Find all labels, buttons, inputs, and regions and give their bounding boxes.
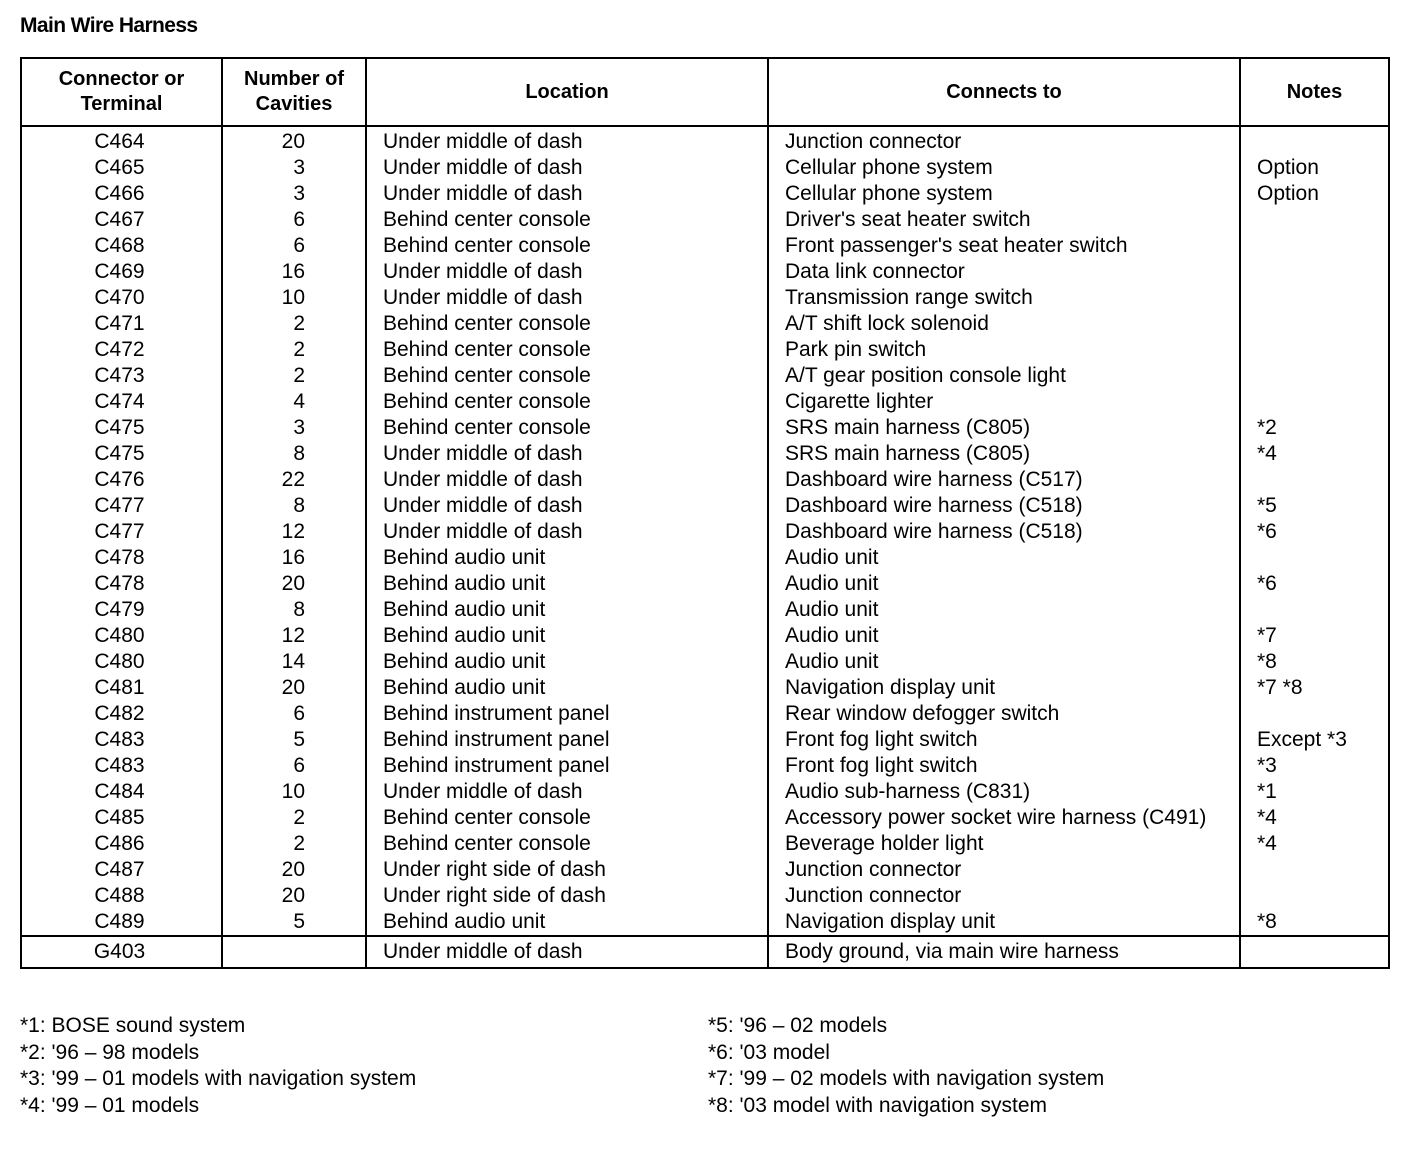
table-row <box>21 181 1389 207</box>
cell-notes <box>1240 597 1389 623</box>
cell-cavities: 10 <box>222 779 366 805</box>
footnote: *7: '99 – 02 models with navigation system <box>708 1067 1105 1090</box>
cell-connector: C470 <box>21 285 222 311</box>
cell-connector: C476 <box>21 467 222 493</box>
cell-location: Under right side of dash <box>366 883 768 909</box>
table-row <box>21 701 1389 727</box>
cell-connects-to: SRS main harness (C805) <box>768 415 1240 441</box>
cell-cavities: 6 <box>222 207 366 233</box>
table-row <box>21 207 1389 233</box>
cell-cavities: 6 <box>222 233 366 259</box>
cell-cavities: 16 <box>222 259 366 285</box>
cell-connector: C489 <box>21 909 222 936</box>
cell-cavities: 2 <box>222 311 366 337</box>
cell-location: Under middle of dash <box>366 441 768 467</box>
table-row <box>21 883 1389 909</box>
cell-cavities: 16 <box>222 545 366 571</box>
cell-connector: C475 <box>21 441 222 467</box>
cell-location: Behind instrument panel <box>366 753 768 779</box>
cell-cavities: 22 <box>222 467 366 493</box>
ground-row <box>21 936 1389 968</box>
cell-notes: *3 <box>1240 753 1389 779</box>
cell-location: Under middle of dash <box>366 126 768 155</box>
cell-connector: G403 <box>21 936 222 968</box>
cell-connects-to: Navigation display unit <box>768 675 1240 701</box>
table-row <box>21 126 1389 155</box>
header-cavities: Number of Cavities <box>222 58 366 126</box>
cell-connects-to: Front fog light switch <box>768 753 1240 779</box>
connector-table <box>20 57 1390 969</box>
cell-location: Under middle of dash <box>366 936 768 968</box>
cell-cavities <box>222 936 366 968</box>
cell-connects-to: Front passenger's seat heater switch <box>768 233 1240 259</box>
cell-connects-to: Audio sub-harness (C831) <box>768 779 1240 805</box>
cell-location: Behind center console <box>366 311 768 337</box>
cell-location: Behind center console <box>366 207 768 233</box>
cell-notes: *6 <box>1240 519 1389 545</box>
cell-connects-to: Beverage holder light <box>768 831 1240 857</box>
cell-connector: C474 <box>21 389 222 415</box>
cell-notes: *2 <box>1240 415 1389 441</box>
cell-notes: Option <box>1240 181 1389 207</box>
cell-connects-to: Dashboard wire harness (C518) <box>768 519 1240 545</box>
cell-notes: *7 <box>1240 623 1389 649</box>
header-connects-to: Connects to <box>768 58 1240 126</box>
footnote: *4: '99 – 01 models <box>20 1093 200 1117</box>
cell-connects-to: Dashboard wire harness (C517) <box>768 467 1240 493</box>
cell-location: Under middle of dash <box>366 285 768 311</box>
cell-location: Under middle of dash <box>366 779 768 805</box>
table-row <box>21 233 1389 259</box>
cell-cavities: 5 <box>222 909 366 936</box>
cell-connector: C469 <box>21 259 222 285</box>
cell-location: Behind instrument panel <box>366 727 768 753</box>
cell-cavities: 14 <box>222 649 366 675</box>
cell-notes: *4 <box>1240 805 1389 831</box>
cell-connector: C487 <box>21 857 222 883</box>
cell-connector: C480 <box>21 649 222 675</box>
table-row <box>21 727 1389 753</box>
cell-connects-to: Navigation display unit <box>768 909 1240 936</box>
table-row <box>21 909 1389 936</box>
table-row <box>21 623 1389 649</box>
cell-notes <box>1240 363 1389 389</box>
cell-location: Behind audio unit <box>366 545 768 571</box>
cell-cavities: 12 <box>222 623 366 649</box>
cell-location: Behind audio unit <box>366 623 768 649</box>
cell-notes <box>1240 545 1389 571</box>
cell-connects-to: Park pin switch <box>768 337 1240 363</box>
cell-location: Behind audio unit <box>366 571 768 597</box>
cell-connector: C478 <box>21 571 222 597</box>
table-row <box>21 753 1389 779</box>
cell-cavities: 2 <box>222 805 366 831</box>
cell-connects-to: Front fog light switch <box>768 727 1240 753</box>
cell-connector: C477 <box>21 493 222 519</box>
cell-connector: C478 <box>21 545 222 571</box>
cell-connects-to: Body ground, via main wire harness <box>768 936 1240 968</box>
cell-cavities: 6 <box>222 753 366 779</box>
cell-cavities: 5 <box>222 727 366 753</box>
cell-location: Under middle of dash <box>366 493 768 519</box>
cell-connects-to: Cellular phone system <box>768 155 1240 181</box>
cell-notes <box>1240 233 1389 259</box>
cell-connector: C477 <box>21 519 222 545</box>
table-header-row <box>21 58 1389 126</box>
cell-cavities: 20 <box>222 883 366 909</box>
cell-location: Behind audio unit <box>366 597 768 623</box>
cell-cavities: 12 <box>222 519 366 545</box>
cell-location: Under right side of dash <box>366 857 768 883</box>
cell-notes: *4 <box>1240 831 1389 857</box>
cell-connects-to: Audio unit <box>768 571 1240 597</box>
cell-notes <box>1240 126 1389 155</box>
cell-cavities: 3 <box>222 415 366 441</box>
table-body <box>21 126 1389 968</box>
cell-location: Behind audio unit <box>366 909 768 936</box>
header-connector: Connector or Terminal <box>21 58 222 126</box>
cell-location: Behind center console <box>366 363 768 389</box>
table-row <box>21 155 1389 181</box>
cell-connects-to: Audio unit <box>768 623 1240 649</box>
cell-connector: C488 <box>21 883 222 909</box>
table-row <box>21 597 1389 623</box>
cell-connects-to: Junction connector <box>768 883 1240 909</box>
cell-connector: C482 <box>21 701 222 727</box>
table-row <box>21 389 1389 415</box>
cell-notes: Option <box>1240 155 1389 181</box>
table-row <box>21 675 1389 701</box>
cell-location: Under middle of dash <box>366 467 768 493</box>
cell-connector: C486 <box>21 831 222 857</box>
table-row <box>21 779 1389 805</box>
cell-connects-to: A/T gear position console light <box>768 363 1240 389</box>
cell-cavities: 2 <box>222 337 366 363</box>
cell-location: Behind center console <box>366 233 768 259</box>
footnotes-left <box>20 1013 416 1119</box>
cell-location: Behind center console <box>366 415 768 441</box>
footnote: *2: '96 – 98 models <box>20 1040 200 1064</box>
table-row <box>21 467 1389 493</box>
cell-connects-to: Audio unit <box>768 597 1240 623</box>
header-location: Location <box>366 58 768 126</box>
cell-connects-to: A/T shift lock solenoid <box>768 311 1240 337</box>
cell-connects-to: Driver's seat heater switch <box>768 207 1240 233</box>
cell-connector: C475 <box>21 415 222 441</box>
cell-notes: *5 <box>1240 493 1389 519</box>
cell-connects-to: SRS main harness (C805) <box>768 441 1240 467</box>
table-row <box>21 857 1389 883</box>
table-row <box>21 363 1389 389</box>
cell-connector: C466 <box>21 181 222 207</box>
cell-cavities: 20 <box>222 571 366 597</box>
cell-connects-to: Dashboard wire harness (C518) <box>768 493 1240 519</box>
cell-notes <box>1240 259 1389 285</box>
cell-connector: C465 <box>21 155 222 181</box>
footnote: *6: '03 model <box>708 1040 830 1064</box>
cell-notes <box>1240 883 1389 909</box>
cell-cavities: 4 <box>222 389 366 415</box>
cell-location: Behind center console <box>366 831 768 857</box>
table-row <box>21 337 1389 363</box>
cell-notes <box>1240 311 1389 337</box>
cell-location: Behind center console <box>366 805 768 831</box>
cell-connector: C484 <box>21 779 222 805</box>
cell-location: Under middle of dash <box>366 519 768 545</box>
header-notes: Notes <box>1240 58 1389 126</box>
cell-notes <box>1240 857 1389 883</box>
cell-cavities: 2 <box>222 363 366 389</box>
cell-notes <box>1240 467 1389 493</box>
cell-notes: *8 <box>1240 909 1389 936</box>
cell-connector: C479 <box>21 597 222 623</box>
cell-location: Under middle of dash <box>366 181 768 207</box>
footnote: *3: '99 – 01 models with navigation system <box>20 1067 417 1090</box>
cell-connector: C468 <box>21 233 222 259</box>
cell-connects-to: Junction connector <box>768 126 1240 155</box>
footnote: *8: '03 model with navigation system <box>708 1093 1048 1117</box>
table-row <box>21 571 1389 597</box>
cell-connects-to: Rear window defogger switch <box>768 701 1240 727</box>
cell-notes <box>1240 285 1389 311</box>
cell-connector: C485 <box>21 805 222 831</box>
cell-cavities: 20 <box>222 857 366 883</box>
cell-connects-to: Data link connector <box>768 259 1240 285</box>
cell-notes <box>1240 337 1389 363</box>
cell-connector: C483 <box>21 727 222 753</box>
cell-location: Behind instrument panel <box>366 701 768 727</box>
table-row <box>21 831 1389 857</box>
table-row <box>21 493 1389 519</box>
cell-notes: *7 *8 <box>1240 675 1389 701</box>
cell-cavities: 2 <box>222 831 366 857</box>
cell-location: Behind center console <box>366 337 768 363</box>
cell-cavities: 3 <box>222 155 366 181</box>
cell-connects-to: Audio unit <box>768 649 1240 675</box>
table-row <box>21 415 1389 441</box>
cell-location: Under middle of dash <box>366 259 768 285</box>
cell-cavities: 8 <box>222 597 366 623</box>
footnotes-right <box>708 1013 1104 1119</box>
cell-connector: C481 <box>21 675 222 701</box>
cell-cavities: 20 <box>222 675 366 701</box>
cell-notes: *1 <box>1240 779 1389 805</box>
cell-connects-to: Accessory power socket wire harness (C491) <box>768 805 1240 831</box>
cell-connector: C473 <box>21 363 222 389</box>
cell-notes <box>1240 207 1389 233</box>
table-row <box>21 285 1389 311</box>
table-row <box>21 311 1389 337</box>
cell-connects-to: Transmission range switch <box>768 285 1240 311</box>
table-row <box>21 441 1389 467</box>
page-title: Main Wire Harness <box>20 14 198 37</box>
cell-notes <box>1240 389 1389 415</box>
cell-cavities: 6 <box>222 701 366 727</box>
table-row <box>21 649 1389 675</box>
cell-cavities: 8 <box>222 441 366 467</box>
table-row <box>21 519 1389 545</box>
cell-location: Behind audio unit <box>366 675 768 701</box>
cell-notes <box>1240 701 1389 727</box>
cell-location: Behind center console <box>366 389 768 415</box>
cell-notes: *4 <box>1240 441 1389 467</box>
cell-location: Behind audio unit <box>366 649 768 675</box>
table-row <box>21 805 1389 831</box>
cell-cavities: 8 <box>222 493 366 519</box>
cell-cavities: 3 <box>222 181 366 207</box>
cell-notes: Except *3 <box>1240 727 1389 753</box>
cell-location: Under middle of dash <box>366 155 768 181</box>
cell-connects-to: Cigarette lighter <box>768 389 1240 415</box>
table-row <box>21 545 1389 571</box>
cell-connector: C483 <box>21 753 222 779</box>
cell-connector: C480 <box>21 623 222 649</box>
footnotes <box>20 1013 1388 1123</box>
cell-connector: C467 <box>21 207 222 233</box>
cell-connector: C464 <box>21 126 222 155</box>
footnote: *5: '96 – 02 models <box>708 1014 888 1037</box>
cell-connects-to: Cellular phone system <box>768 181 1240 207</box>
cell-connects-to: Junction connector <box>768 857 1240 883</box>
cell-notes: *8 <box>1240 649 1389 675</box>
footnote: *1: BOSE sound system <box>20 1014 246 1037</box>
cell-connector: C471 <box>21 311 222 337</box>
cell-cavities: 20 <box>222 126 366 155</box>
cell-connects-to: Audio unit <box>768 545 1240 571</box>
cell-cavities: 10 <box>222 285 366 311</box>
cell-notes: *6 <box>1240 571 1389 597</box>
cell-connector: C472 <box>21 337 222 363</box>
table-row <box>21 259 1389 285</box>
cell-notes <box>1240 936 1389 968</box>
